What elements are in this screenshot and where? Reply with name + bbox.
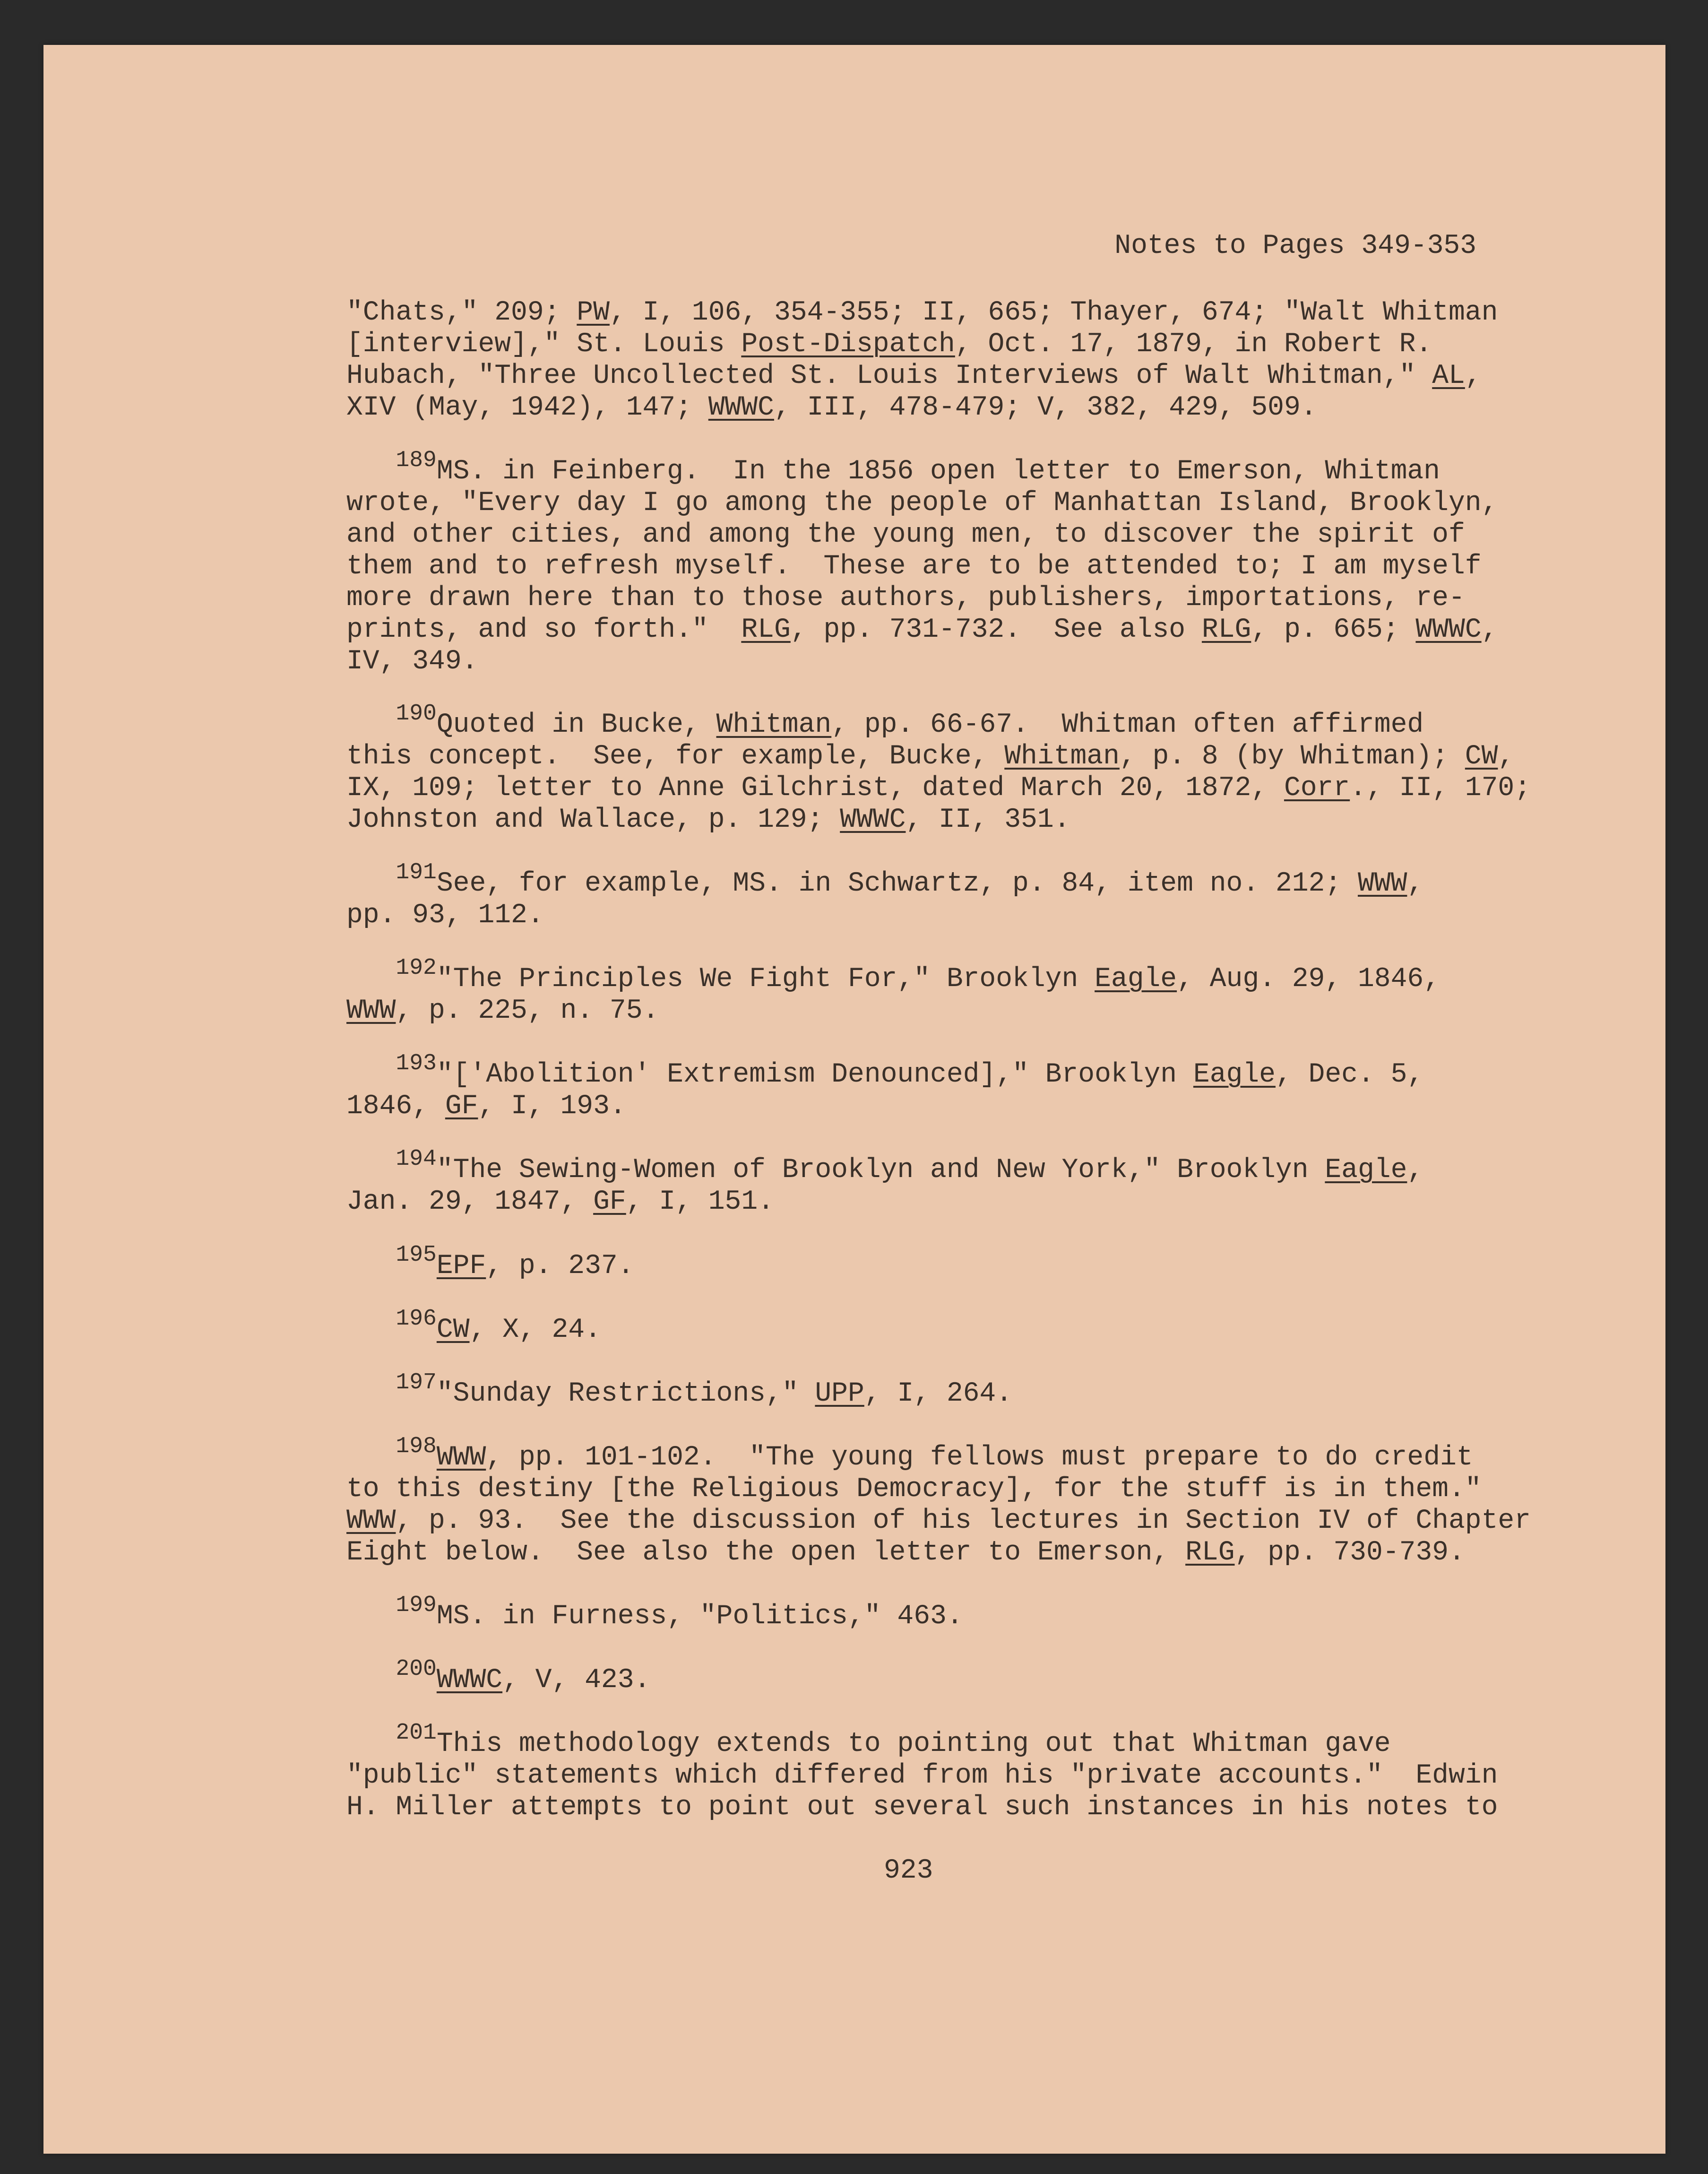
footnote-189: $^{189}$MS. in Feinberg. In the 1856 open letter to Emerson, Whitman wrote, "Every day I go among the people of Manhattan Island, Brooklyn, and other cities, and among the young men, to discover the spirit of them and to refresh myself. These are to be attended to; I am myself more drawn here than to those authors, publishers, importations, re- prints, and so forth." RLG, pp. 731-732. See also RLG, p. 665; WWWC, IV, 349.: [346, 448, 1498, 677]
footnote-194: $^{194}$"The Sewing-Women of Brooklyn and New York," Brooklyn Eagle, Jan. 29, 1847, GF, I, 151.: [346, 1146, 1424, 1217]
footnote-196: $^{196}$CW, X, 24.: [396, 1306, 601, 1345]
running-header: Notes to Pages 349-353: [1114, 231, 1476, 261]
footnote-193: $^{193}$"['Abolition' Extremism Denounced]," Brooklyn Eagle, Dec. 5, 1846, GF, I, 193.: [346, 1051, 1424, 1122]
footnote-199: $^{199}$MS. in Furness, "Politics," 463.: [396, 1593, 963, 1632]
footnote-201: $^{201}$This methodology extends to pointing out that Whitman gave "public" statements which differed from his "private accounts." Edwin H. Miller attempts to point out several such instances in his notes to: [346, 1720, 1498, 1823]
footnote-197: $^{197}$"Sunday Restrictions," UPP, I, 264.: [396, 1370, 1013, 1409]
footnote-190: $^{190}$Quoted in Bucke, Whitman, pp. 66-67. Whitman often affirmed this concept. See, for example, Bucke, Whitman, p. 8 (by Whitman); CW, IX, 109; letter to Anne Gilchrist, dated March 20, 1872, Corr., II, 170; Johnston and Wallace, p. 129; WWWC, II, 351.: [346, 701, 1531, 835]
page-number: 923: [884, 1855, 933, 1886]
footnote-195: $^{195}$EPF, p. 237.: [396, 1242, 634, 1282]
footnote-200: $^{200}$WWWC, V, 423.: [396, 1656, 651, 1696]
continuation-paragraph: "Chats," 209; PW, I, 106, 354-355; II, 665; Thayer, 674; "Walt Whitman [interview]," St. Louis Post-Dispatch, Oct. 17, 1879, in Robert R. Hubach, "Three Uncollected St. Louis Interviews of Walt Whitman," AL, XIV (May, 1942), 147; WWWC, III, 478-479; V, 382, 429, 509.: [346, 297, 1498, 423]
footnote-198: $^{198}$WWW, pp. 101-102. "The young fellows must prepare to do credit to this destiny [the Religious Democracy], for the stuff is in them." WWW, p. 93. See the discussion of his lectures in Section IV of Chapter Eight below. See also the open letter to Emerson, RLG, pp. 730-739.: [346, 1434, 1531, 1568]
footnote-191: $^{191}$See, for example, MS. in Schwartz, p. 84, item no. 212; WWW, pp. 93, 112.: [346, 860, 1424, 931]
footnote-192: $^{192}$"The Principles We Fight For," Brooklyn Eagle, Aug. 29, 1846, WWW, p. 225, n. 75.: [346, 955, 1440, 1026]
